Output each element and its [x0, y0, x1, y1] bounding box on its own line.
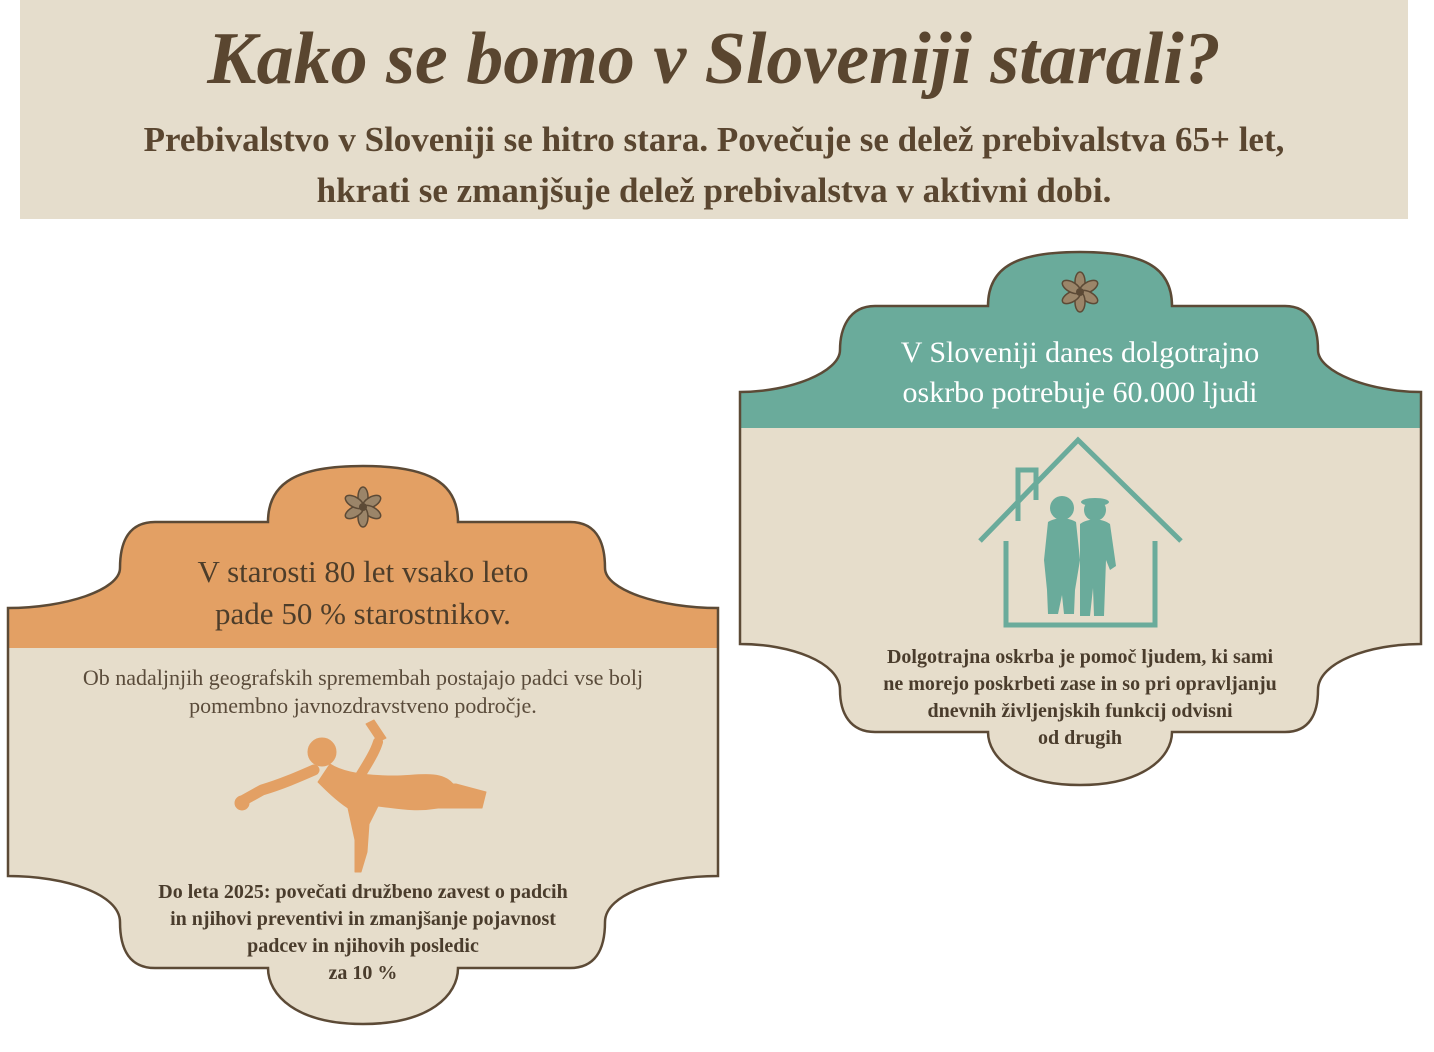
falls-card-goal-line-2: in njihovi preventivi in zmanjšanje pojavnost [170, 908, 556, 930]
falls-card-goal-line-3: padcev in njihovih posledic [247, 935, 479, 957]
falls-card-body-line-1: Ob nadaljnjih geografskih spremembah postajajo padci vse bolj [82, 665, 644, 690]
long-term-care-heading-line-1: V Sloveniji danes dolgotrajno [900, 336, 1260, 369]
subtitle-line-2: hkrati se zmanjšuje delež prebivalstva v aktivni dobi. [316, 171, 1112, 210]
falls-card-body-line-2: pomembno javnozdravstveno področje. [189, 693, 537, 718]
subtitle-line-1: Prebivalstvo v Sloveniji se hitro stara. Povečuje se delež prebivalstva 65+ let, [143, 120, 1285, 159]
long-term-care-body-line-2: ne morejo poskrbeti zase in so pri opravljanju [883, 673, 1277, 695]
page-title: Kako se bomo v Sloveniji starali? [207, 18, 1221, 100]
long-term-care-heading-line-2: oskrbo potrebuje 60.000 ljudi [902, 376, 1258, 409]
falls-card-goal-line-1: Do leta 2025: povečati družbeno zavest o padcih [158, 881, 568, 903]
falls-card-goal-line-4: za 10 % [328, 962, 398, 984]
long-term-care-body-line-3: dnevnih življenjskih funkcij odvisni [927, 700, 1233, 722]
falls-card-heading-line-2: pade 50 % starostnikov. [215, 596, 511, 631]
long-term-care-body-line-1: Dolgotrajna oskrba je pomoč ljudem, ki sami [886, 646, 1274, 668]
falls-card-heading-line-1: V starosti 80 let vsako leto [197, 554, 529, 589]
long-term-care-body-line-4: od drugih [1038, 727, 1122, 749]
